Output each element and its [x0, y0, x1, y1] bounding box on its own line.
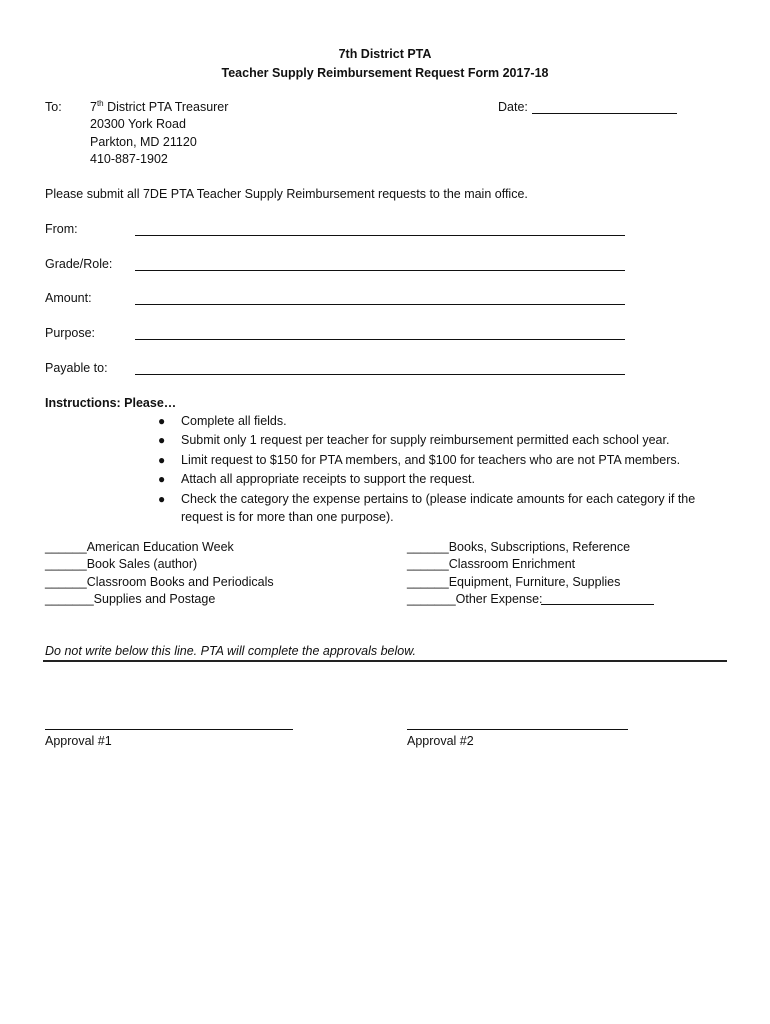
payable-to-input-line[interactable] — [135, 374, 625, 375]
date-label: Date: — [498, 100, 528, 114]
amount-input-line[interactable] — [135, 304, 625, 305]
bullet-icon: ● — [158, 414, 166, 428]
form-subtitle: Teacher Supply Reimbursement Request Form 2017-18 — [221, 66, 549, 80]
instruction-item: Submit only 1 request per teacher for supply reimbursement permitted each school year. — [181, 433, 670, 447]
instructions-heading: Instructions: Please… — [45, 396, 177, 410]
bullet-icon: ● — [158, 492, 166, 506]
category-supplies-postage[interactable]: _______Supplies and Postage — [45, 592, 216, 606]
category-books-subscriptions[interactable]: ______Books, Subscriptions, Reference — [407, 540, 631, 554]
grade-role-label: Grade/Role: — [45, 257, 113, 271]
date-input-line[interactable] — [532, 113, 677, 114]
category-classroom-books[interactable]: ______Classroom Books and Periodicals — [45, 575, 274, 589]
category-book-sales[interactable]: ______Book Sales (author) — [45, 557, 198, 571]
category-equipment[interactable]: ______Equipment, Furniture, Supplies — [407, 575, 621, 589]
intro-text: Please submit all 7DE PTA Teacher Supply Reimbursement requests to the main office. — [45, 187, 528, 201]
address-line-2: 20300 York Road — [90, 117, 186, 131]
instruction-item-continued: request is for more than one purpose). — [181, 510, 394, 524]
instruction-item: Check the category the expense pertains to (please indicate amounts for each category if the — [181, 492, 696, 506]
amount-label: Amount: — [45, 291, 92, 305]
approval-2-signature-line[interactable] — [407, 729, 628, 730]
address-line-1: 7th District PTA Treasurer — [90, 98, 229, 114]
from-label: From: — [45, 222, 78, 236]
category-classroom-enrichment[interactable]: ______Classroom Enrichment — [407, 557, 576, 571]
instruction-item: Limit request to $150 for PTA members, and $100 for teachers who are not PTA members. — [181, 453, 681, 467]
notice-text: Do not write below this line. PTA will complete the approvals below. — [45, 644, 417, 658]
approval-2-label: Approval #2 — [407, 734, 474, 748]
purpose-label: Purpose: — [45, 326, 96, 340]
purpose-input-line[interactable] — [135, 339, 625, 340]
instruction-item: Attach all appropriate receipts to support the request. — [181, 472, 475, 486]
address-line-3: Parkton, MD 21120 — [90, 135, 197, 149]
grade-role-input-line[interactable] — [135, 270, 625, 271]
payable-to-label: Payable to: — [45, 361, 108, 375]
category-american-education-week[interactable]: ______American Education Week — [45, 540, 234, 554]
to-label: To: — [45, 100, 62, 114]
instruction-item: Complete all fields. — [181, 414, 287, 428]
category-other-expense[interactable]: _______Other Expense: — [407, 592, 543, 606]
address-line-4: 410-887-1902 — [90, 152, 168, 166]
other-expense-input-line[interactable] — [541, 604, 654, 605]
approval-1-label: Approval #1 — [45, 734, 112, 748]
bullet-icon: ● — [158, 453, 166, 467]
bullet-icon: ● — [158, 472, 166, 486]
form-title: 7th District PTA — [338, 47, 432, 61]
divider — [43, 660, 727, 662]
approval-1-signature-line[interactable] — [45, 729, 293, 730]
from-input-line[interactable] — [135, 235, 625, 236]
bullet-icon: ● — [158, 433, 166, 447]
